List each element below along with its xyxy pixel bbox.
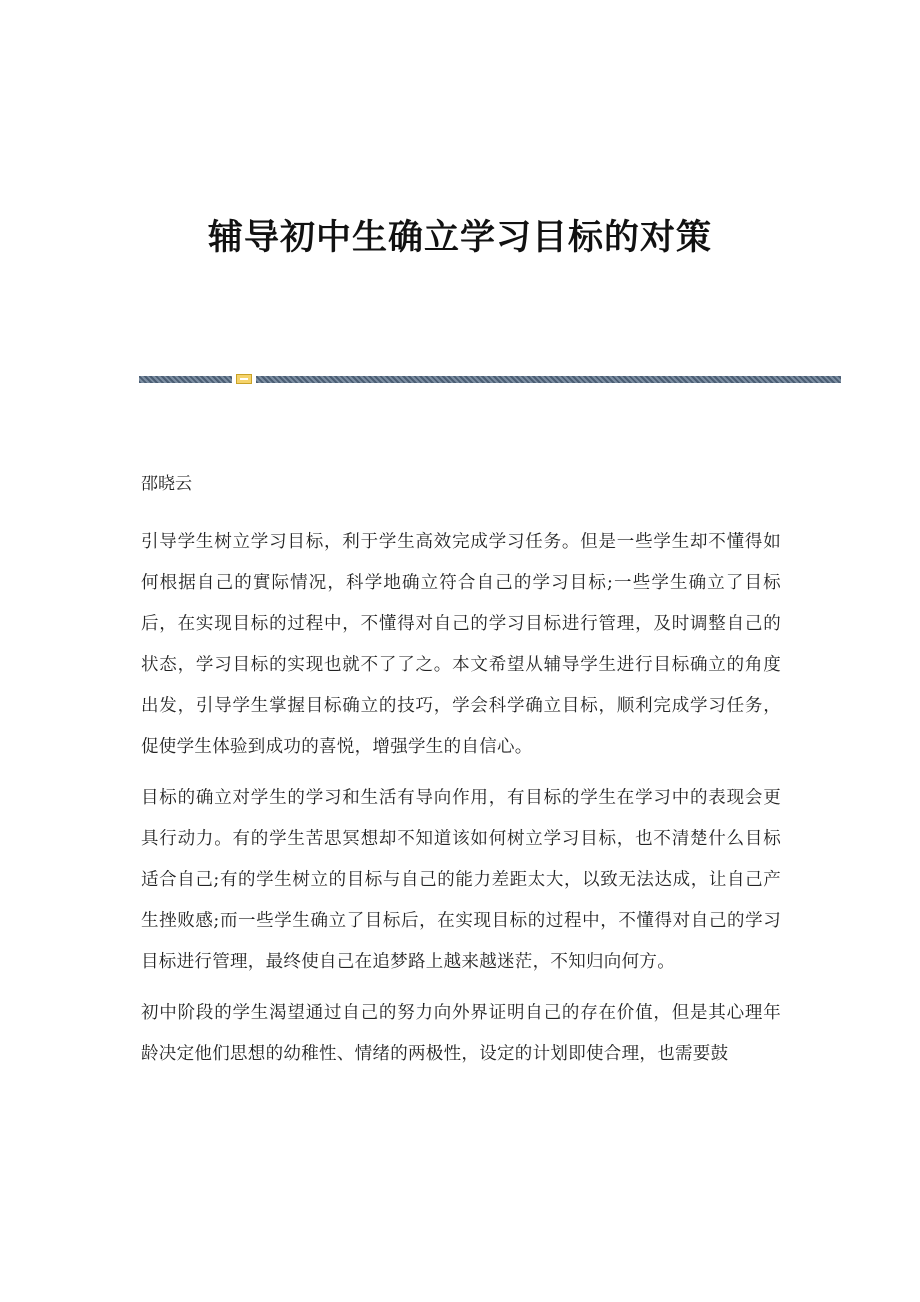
divider-bar-right — [256, 376, 841, 383]
paragraph-2: 目标的确立对学生的学习和生活有导向作用，有目标的学生在学习中的表现会更具行动力。有的学生苦思冥想却不知道该如何树立学习目标，也不清楚什么目标适合自己;有的学生树立的目标与自己的能力差距太大，以致无法达成，让自己产生挫败感;而一些学生确立了目标后，在实现目标的过程中，不懂得对自己的学习目标进行管理，最终使自己在追梦路上越来越迷茫，不知归向何方。 — [141, 788, 781, 972]
body-text — [141, 522, 781, 1085]
divider-bar-left — [139, 376, 232, 383]
divider-ornament-icon — [236, 374, 252, 384]
document-title: 辅导初中生确立学习目标的对策 — [207, 217, 712, 258]
title-divider — [139, 374, 841, 384]
paragraph-1: 引导学生树立学习目标，利于学生高效完成学习任务。但是一些学生却不懂得如何根据自己的實际情况，科学地确立符合自己的学习目标;一些学生确立了目标后，在实现目标的过程中，不懂得对自己的学习目标进行管理，及时调整自己的状态，学习目标的实现也就不了了之。本文希望从辅导学生进行目标确立的角度出发，引导学生掌握目标确立的技巧，学会科学确立目标，顺利完成学习任务，促使学生体验到成功的喜悦，增强学生的自信心。 — [141, 532, 781, 757]
paragraph-3: 初中阶段的学生渴望通过自己的努力向外界证明自己的存在价值，但是其心理年龄决定他们思想的幼稚性、情绪的两极性，设定的计划即使合理，也需要鼓 — [141, 1003, 781, 1064]
author-name: 邵晓云 — [141, 474, 192, 494]
